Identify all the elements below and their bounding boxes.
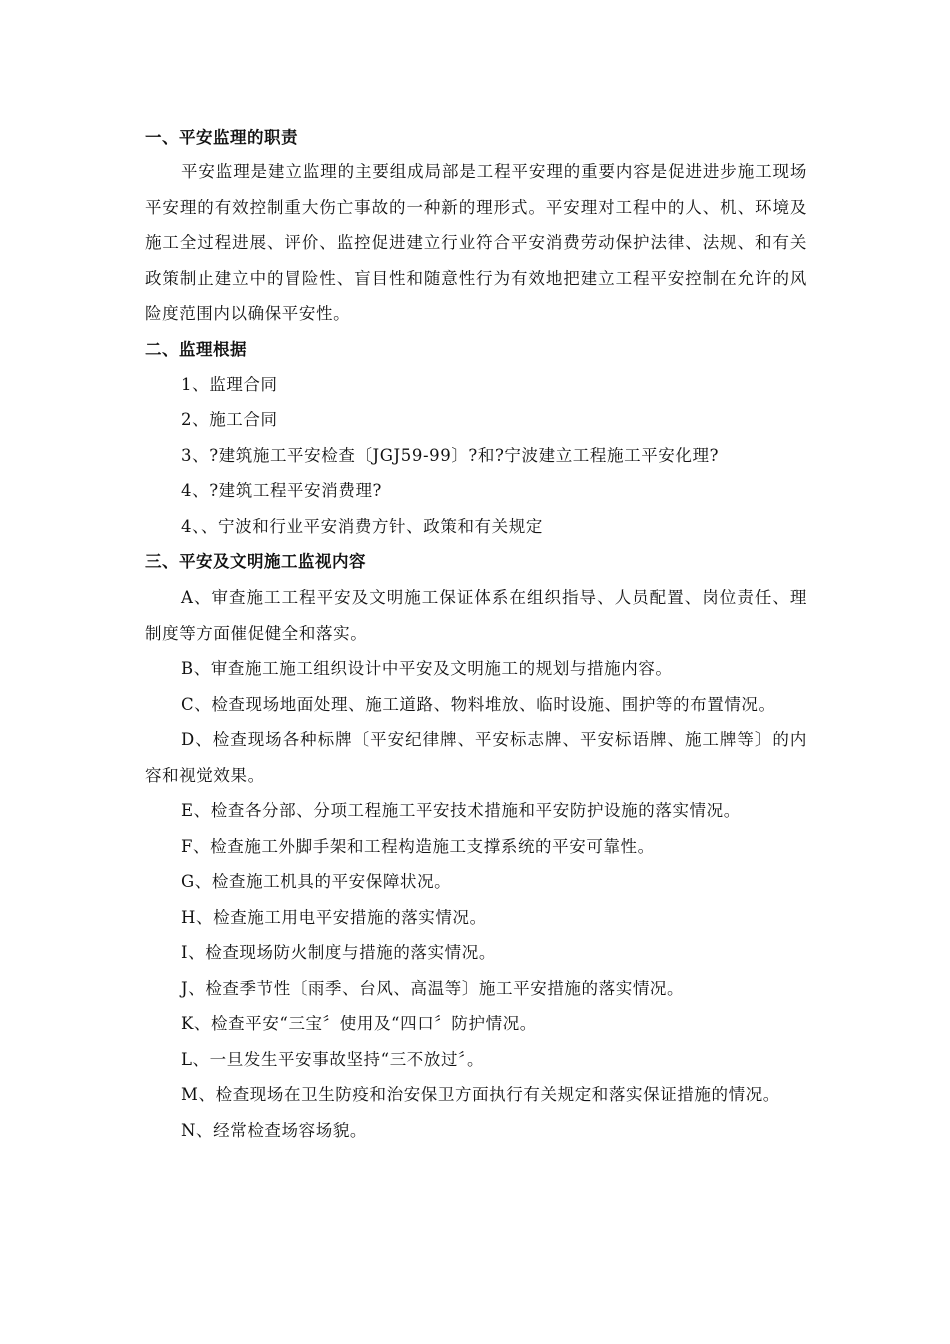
section-heading: 一、平安监理的职责	[145, 128, 298, 147]
section-duties	[145, 124, 807, 332]
document-body	[145, 124, 807, 1148]
list-item: 4、、宁波和行业平安消费方针、政策和有关规定	[181, 516, 543, 536]
section-heading: 二、监理根据	[145, 339, 247, 359]
paragraph: L、一旦发生平安事故坚持“三不放过〞。	[181, 1049, 485, 1069]
paragraph: M、检查现场在卫生防疫和治安保卫方面执行有关规定和落实保证措施的情况。	[181, 1085, 780, 1104]
list-item: 1、监理合同	[181, 374, 278, 394]
section-basis	[145, 336, 807, 545]
paragraph: C、检查现场地面处理、施工道路、物料堆放、临时设施、围护等的布置情况。	[181, 694, 776, 714]
paragraph: H、检查施工用电平安措施的落实情况。	[181, 907, 487, 927]
section-heading: 三、平安及文明施工监视内容	[145, 552, 366, 571]
paragraph: K、检查平安“三宝〞使用及“四口〞防护情况。	[181, 1014, 537, 1033]
paragraph: A、审查施工工程平安及文明施工保证体系在组织指导、人员配置、岗位责任、理制度等方面催促健全和落实。	[145, 588, 807, 643]
paragraph: F、检查施工外脚手架和工程构造施工支撑系统的平安可靠性。	[181, 836, 655, 856]
paragraph: J、检查季节性〔雨季、台风、高温等〕施工平安措施的落实情况。	[181, 978, 685, 998]
paragraph: E、检查各分部、分项工程施工平安技术措施和平安防护设施的落实情况。	[181, 801, 741, 820]
section-supervision-content	[145, 548, 807, 1148]
paragraph: G、检查施工机具的平安保障状况。	[181, 872, 452, 891]
paragraph: I、检查现场防火制度与措施的落实情况。	[181, 943, 496, 962]
paragraph: B、审查施工施工组织设计中平安及文明施工的规划与措施内容。	[181, 659, 673, 678]
paragraph: N、经常检查场容场貌。	[181, 1120, 368, 1140]
list-item: 3、?建筑施工平安检查〔JGJ59-99〕?和?宁波建立工程施工平安化理?	[181, 445, 720, 465]
list-item: 4、?建筑工程平安消费理?	[181, 481, 382, 500]
list-item: 2、施工合同	[181, 410, 278, 429]
paragraph: 平安监理是建立监理的主要组成局部是工程平安理的重要内容是促进进步施工现场平安理的有效控制重大伤亡事故的一种新的理形式。平安理对工程中的人、机、环境及施工全过程进展、评价、监控促进建立行业符合平安消费劳动保护法律、法规、和有关政策制止建立中的冒险性、盲目性和随意性行为有效地把建立工程平安控制在允许的风险度范围内以确保平安性。	[145, 162, 807, 323]
paragraph: D、检查现场各种标牌〔平安纪律牌、平安标志牌、平安标语牌、施工牌等〕的内容和视觉效果。	[145, 730, 807, 785]
